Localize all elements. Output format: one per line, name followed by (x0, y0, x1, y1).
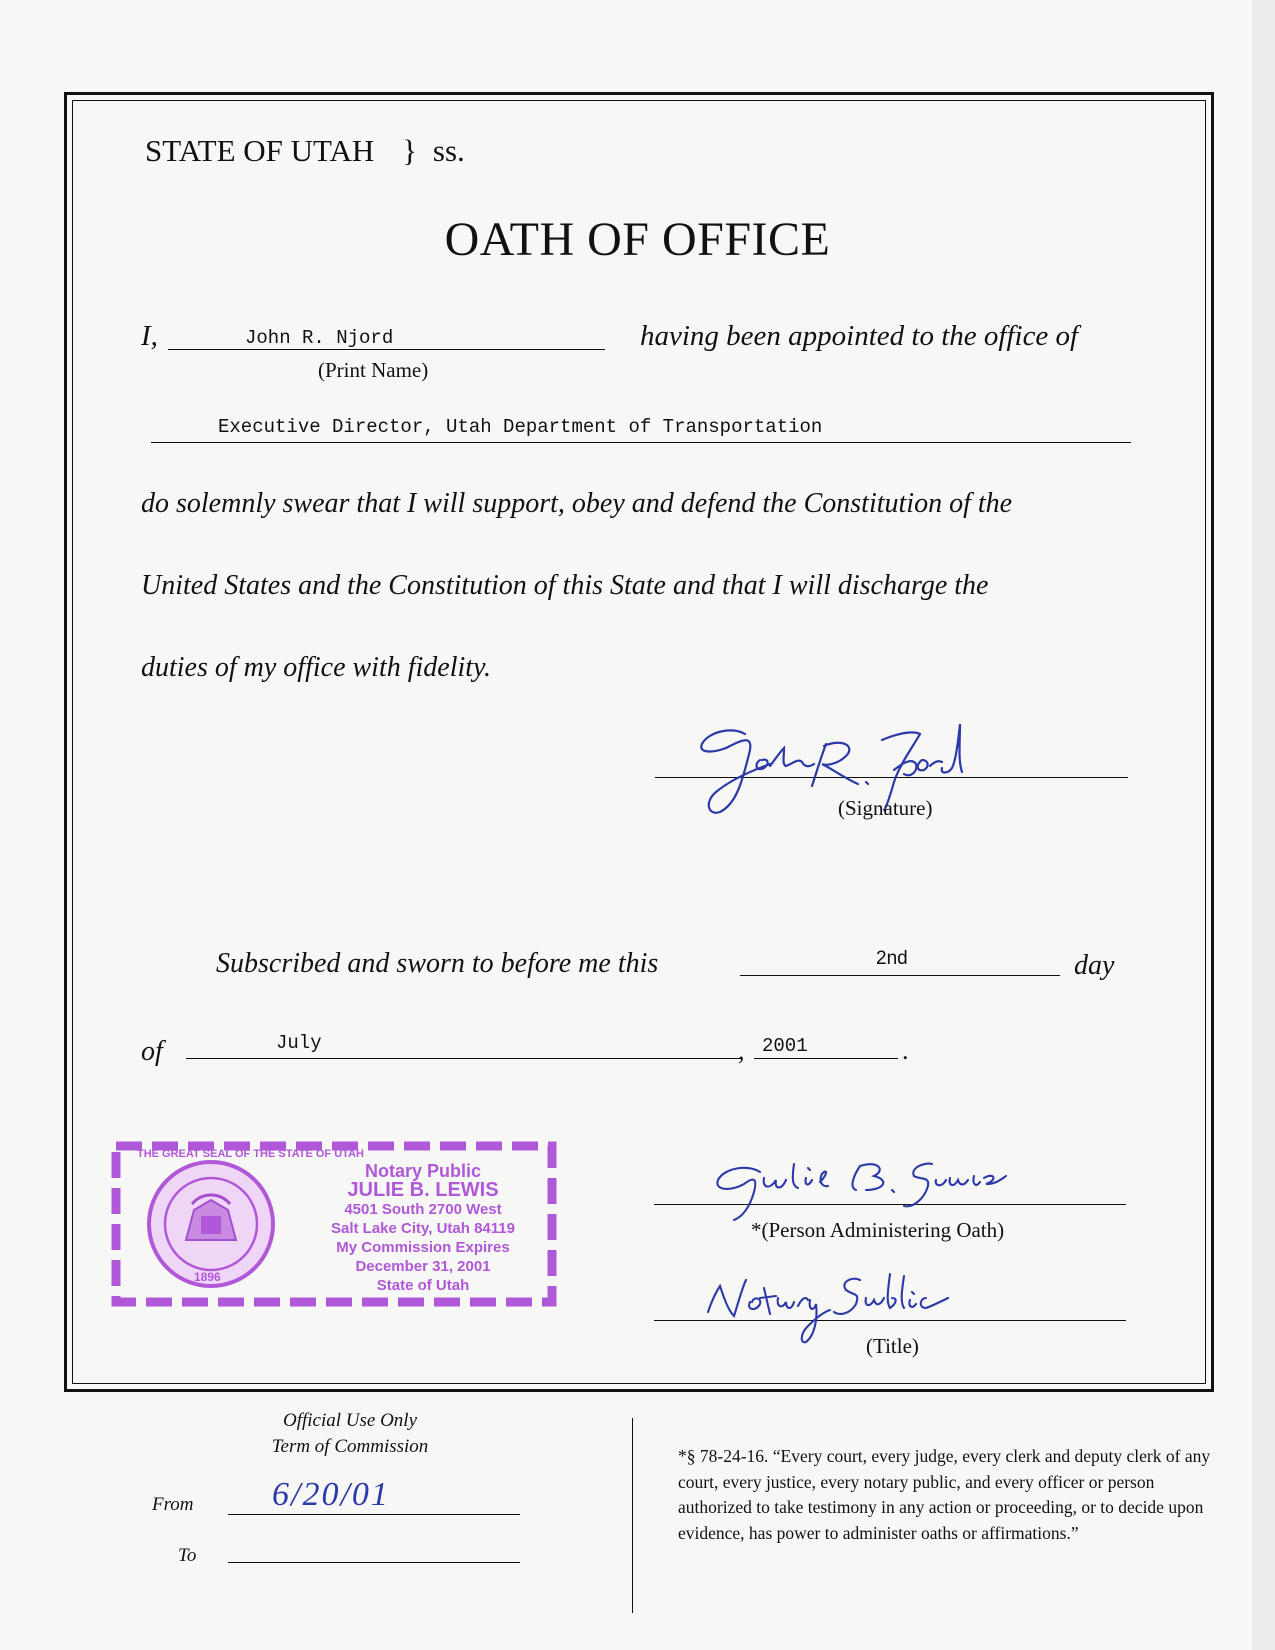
to-label: To (178, 1545, 197, 1566)
of-word: of (141, 1036, 163, 1067)
oath-body-line-1: do solemnly swear that I will support, obey and defend the Constitution of the (141, 488, 1013, 519)
title-handwritten-notary-public (690, 1262, 1030, 1352)
stamp-line-2: JULIE B. LEWIS (347, 1179, 499, 1201)
term-of-commission: Term of Commission (271, 1436, 429, 1457)
print-name-line (168, 349, 605, 350)
print-name-value: John R. Njord (245, 327, 394, 349)
ss-label: ss. (432, 133, 465, 168)
state-label: STATE OF UTAH (145, 133, 375, 168)
print-name-caption: (Print Name) (318, 358, 429, 382)
office-value: Executive Director, Utah Department of Transportation (218, 416, 823, 438)
stamp-line-1: Notary Public (364, 1161, 482, 1181)
month-value: July (276, 1032, 322, 1054)
seal-text: THE GREAT SEAL OF THE STATE OF UTAH (137, 1148, 364, 1160)
from-line (228, 1514, 520, 1515)
oath-prefix: I, (141, 320, 158, 352)
year-line (754, 1058, 898, 1059)
year-value: 2001 (762, 1035, 808, 1057)
comma: , (738, 1036, 745, 1065)
title-caption: (Title) (866, 1334, 919, 1358)
to-line (228, 1562, 520, 1563)
statute-text: *§ 78-24-16. “Every court, every judge, every clerk and deputy clerk of any court, every justice, every notary public, and every officer or person authorized to take testimony in any action or proceeding, or to decide upon evidence, has power to administer oaths or affirmations.” (678, 1446, 1211, 1543)
office-line (151, 442, 1131, 443)
day-value: 2nd (876, 948, 908, 969)
document-title: OATH OF OFFICE (444, 213, 831, 266)
stamp-line-3: 4501 South 2700 West (344, 1201, 502, 1218)
from-label: From (152, 1494, 194, 1515)
from-value: 6/20/01 (272, 1476, 390, 1513)
oath-body-line-2: United States and the Constitution of this State and that I will discharge the (141, 570, 989, 601)
oath-body-line-3: duties of my office with fidelity. (141, 652, 491, 683)
signature-caption: (Signature) (838, 796, 933, 820)
seal-year: 1896 (194, 1270, 221, 1284)
month-line (186, 1058, 740, 1059)
appointed-text: having been appointed to the office of (640, 320, 1079, 352)
stamp-line-6: December 31, 2001 (355, 1258, 491, 1275)
venue-header (145, 133, 465, 169)
administrator-caption: *(Person Administering Oath) (751, 1218, 1005, 1242)
stamp-line-4: Salt Lake City, Utah 84119 (331, 1220, 515, 1237)
stamp-text-block (298, 1162, 548, 1295)
venue-brace: } (402, 133, 418, 168)
day-word: day (1074, 950, 1115, 981)
jurat-lead: Subscribed and sworn to before me this (216, 948, 659, 979)
stamp-line-5: My Commission Expires (336, 1239, 510, 1256)
footer-divider (632, 1418, 633, 1613)
stamp-line-7: State of Utah (376, 1277, 470, 1294)
period: . (902, 1036, 909, 1065)
official-use-heading: Official Use Only (282, 1410, 418, 1431)
day-line (740, 975, 1060, 976)
